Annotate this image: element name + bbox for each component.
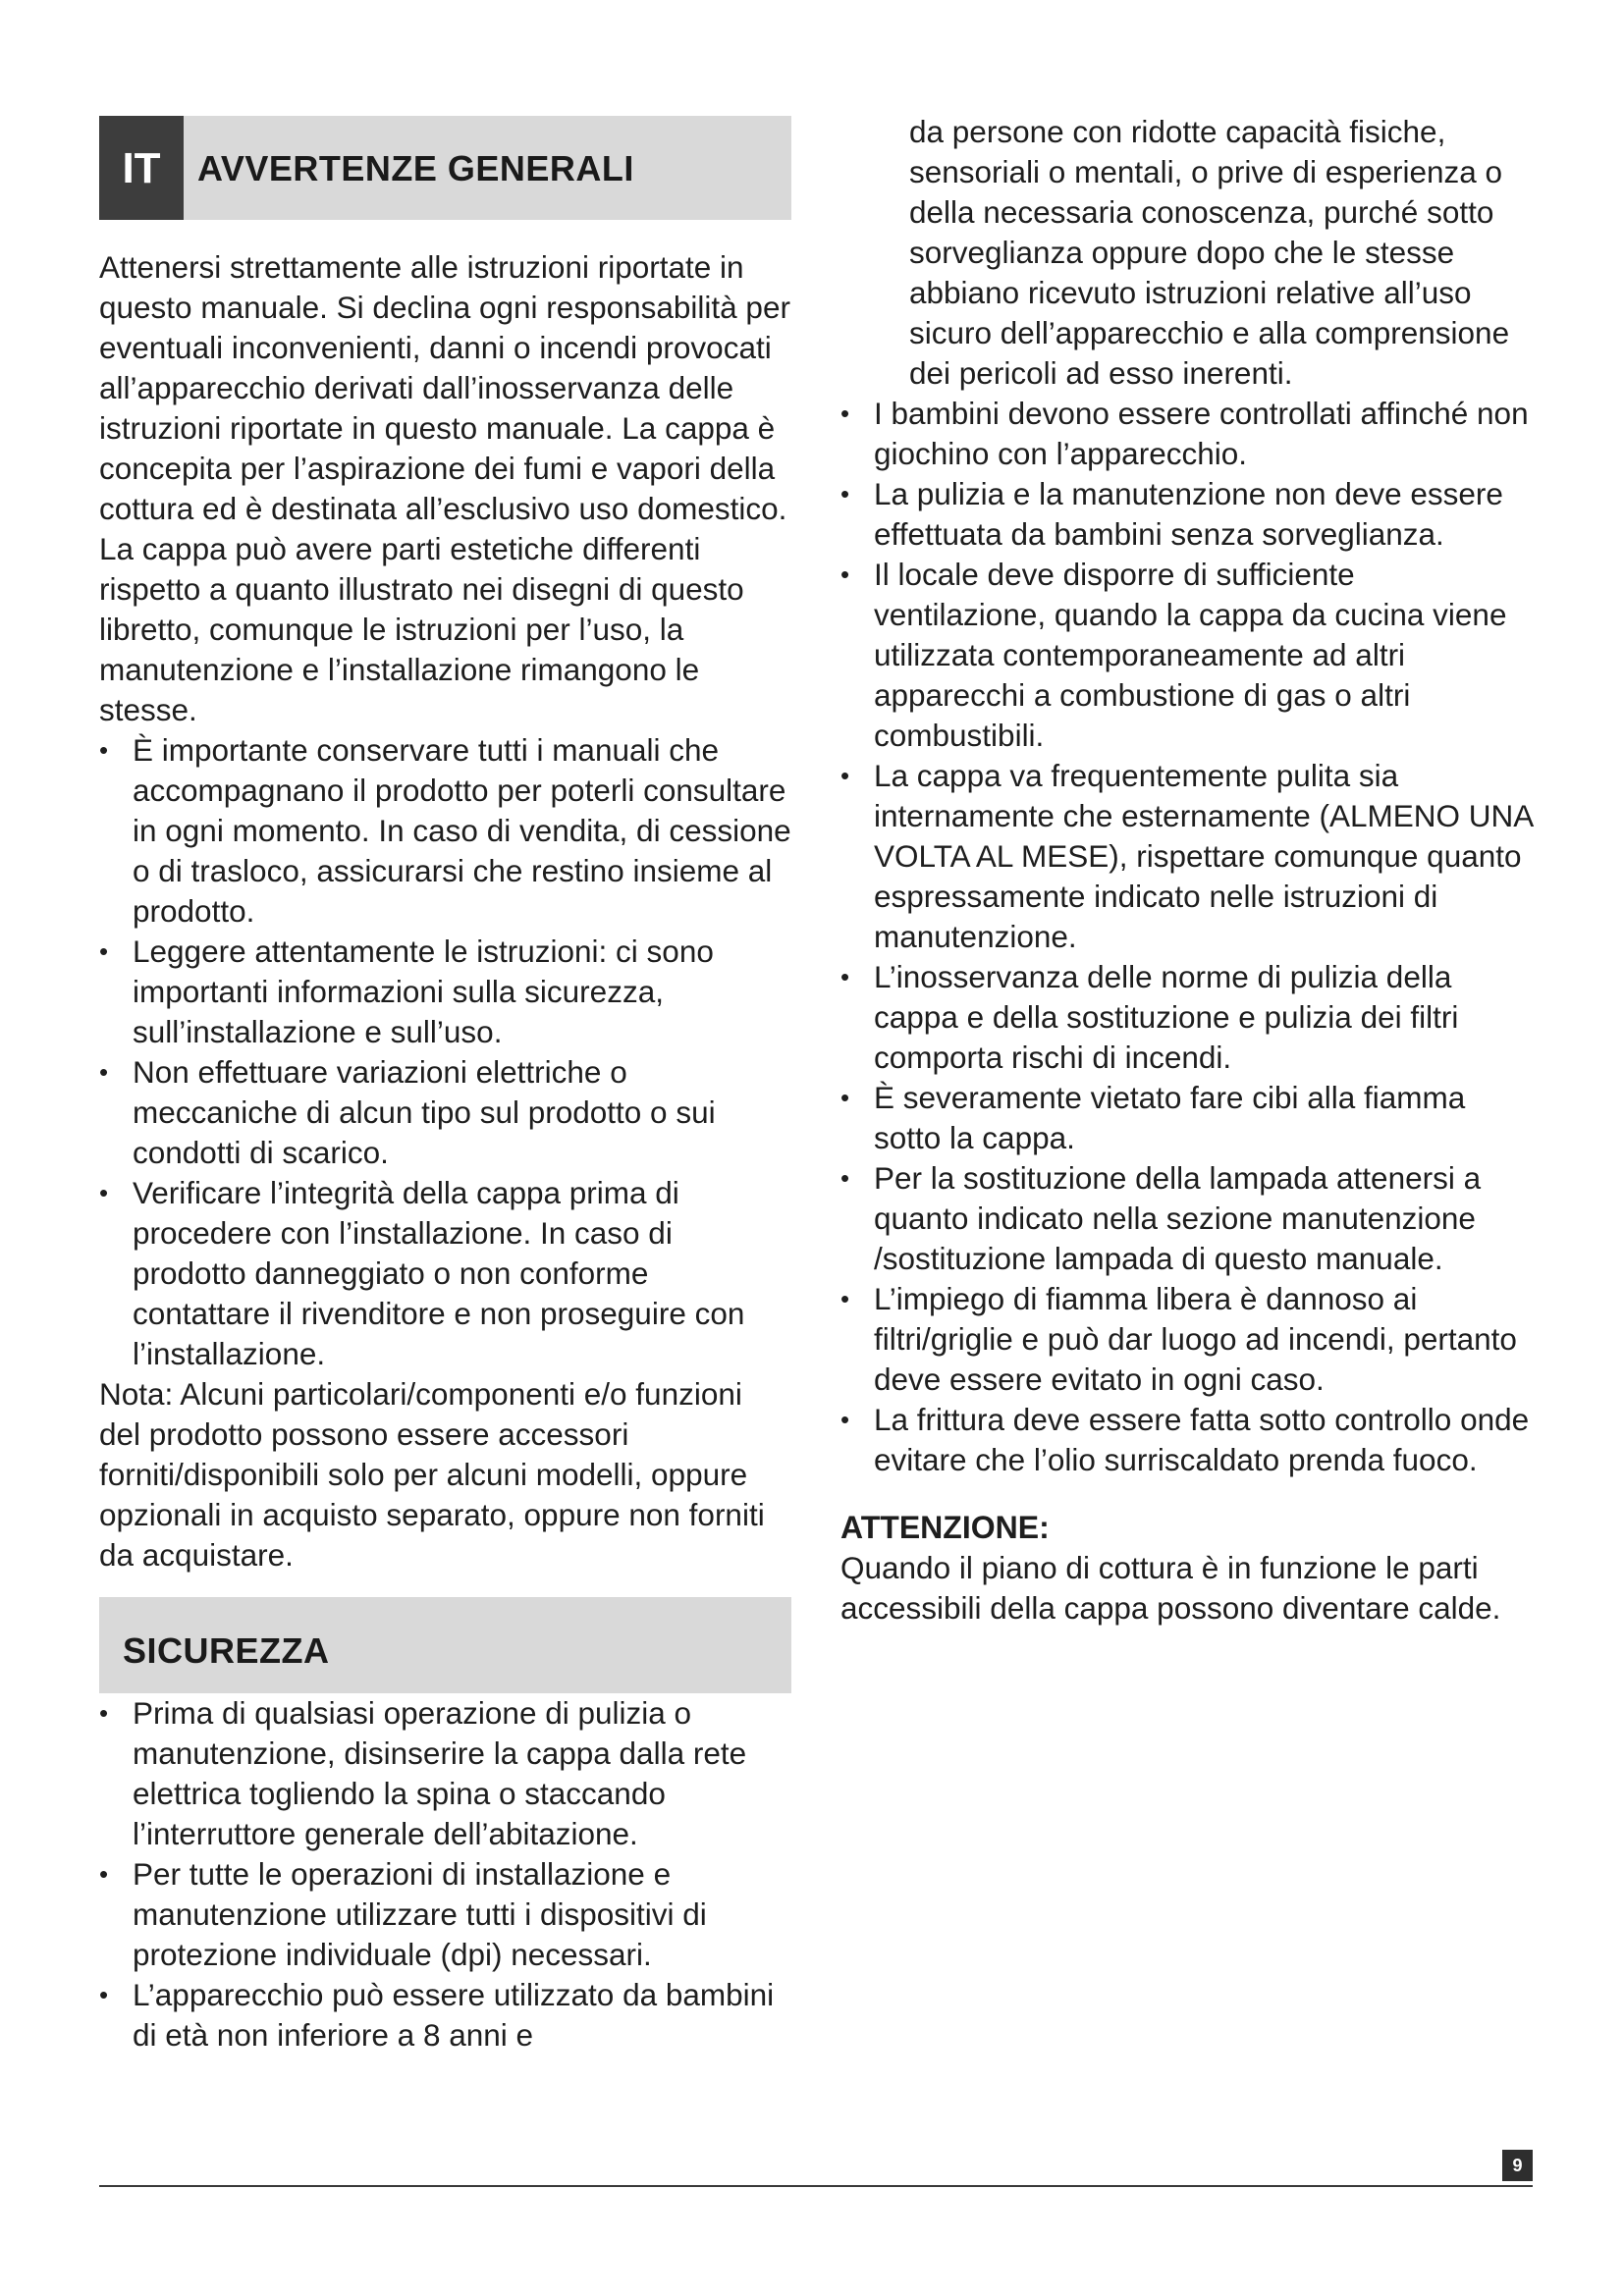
list-item: • Prima di qualsiasi operazione di pulizia o manutenzione, disinserire la cappa dalla rete elettrica togliendo la spina o staccando l’interruttore generale dell’abitazione. — [99, 1693, 791, 1854]
page-number: 9 — [1502, 2150, 1533, 2181]
left-column — [99, 116, 791, 2056]
attention-text: Quando il piano di cottura è in funzione le parti accessibili della cappa possono diventare calde. — [840, 1550, 1501, 1626]
safety-heading — [99, 1597, 791, 1693]
list-item: • Per tutte le operazioni di installazione e manutenzione utilizzare tutti i dispositivi di protezione individuale (dpi) necessari. — [99, 1854, 791, 1975]
list-item: • I bambini devono essere controllati affinché non giochino con l’apparecchio. — [840, 394, 1533, 474]
list-item: • L’impiego di fiamma libera è dannoso ai filtri/griglie e può dar luogo ad incendi, pertanto deve essere evitato in ogni caso. — [840, 1279, 1533, 1400]
footer-divider — [99, 2185, 1533, 2187]
list-item: • Per la sostituzione della lampada attenersi a quanto indicato nella sezione manutenzione /sostituzione lampada di questo manuale. — [840, 1158, 1533, 1279]
language-badge: IT — [99, 116, 184, 220]
note-paragraph: Nota: Alcuni particolari/componenti e/o funzioni del prodotto possono essere accessori forniti/disponibili solo per alcuni modelli, oppure opzionali in acquisto separato, oppure non forniti da acquistare. — [99, 1376, 765, 1573]
list-item: • È importante conservare tutti i manuali che accompagnano il prodotto per poterli consultare in ogni momento. In caso di vendita, di cessione o di trasloco, assicurarsi che restino insieme al prodotto. — [99, 730, 791, 932]
safety-bullet-list-continued — [840, 394, 1533, 1480]
general-warnings-heading — [99, 116, 791, 220]
safety-bullet-list — [99, 1693, 791, 2056]
intro-paragraph: Attenersi strettamente alle istruzioni riportate in questo manuale. Si declina ogni responsabilità per eventuali inconvenienti, danni o incendi provocati all’apparecchio derivati dall’inosservanza delle istruzioni riportate in questo manuale. La cappa è concepita per l’aspirazione dei fumi e vapori della cottura ed è destinata all’esclusivo uso domestico. La cappa può avere parti estetiche differenti rispetto a quanto illustrato nei disegni di questo libretto, comunque le istruzioni per l’uso, la manutenzione e l’installazione rimangono le stesse. — [99, 249, 790, 727]
right-column — [840, 112, 1533, 1629]
list-item: • Il locale deve disporre di sufficiente ventilazione, quando la cappa da cucina viene utilizzata contemporaneamente ad altri apparecchi a combustione di gas o altri combustibili. — [840, 555, 1533, 756]
list-item: • Non effettuare variazioni elettriche o meccaniche di alcun tipo sul prodotto o sui condotti di scarico. — [99, 1052, 791, 1173]
list-item: • Leggere attentamente le istruzioni: ci sono importanti informazioni sulla sicurezza, sull’installazione e sull’uso. — [99, 932, 791, 1052]
attention-title: ATTENZIONE: — [840, 1510, 1050, 1545]
list-item: • La pulizia e la manutenzione non deve essere effettuata da bambini senza sorveglianza. — [840, 474, 1533, 555]
general-bullet-list — [99, 730, 791, 1374]
continued-bullet-text: da persone con ridotte capacità fisiche, sensoriali o mentali, o prive di esperienza o della necessaria conoscenza, purché sotto sorveglianza oppure dopo che le stesse abbiano ricevuto istruzioni relative all’uso sicuro dell’apparecchio e alla comprensione dei pericoli ad esso inerenti. — [909, 114, 1510, 391]
safety-title: SICUREZZA — [123, 1630, 330, 1671]
list-item: • L’inosservanza delle norme di pulizia della cappa e della sostituzione e pulizia dei filtri comporta rischi di incendi. — [840, 957, 1533, 1078]
page-title: AVVERTENZE GENERALI — [197, 147, 634, 188]
list-item: • L’apparecchio può essere utilizzato da bambini di età non inferiore a 8 anni e — [99, 1975, 791, 2056]
list-item: • È severamente vietato fare cibi alla fiamma sotto la cappa. — [840, 1078, 1533, 1158]
list-item: • La cappa va frequentemente pulita sia internamente che esternamente (ALMENO UNA VOLTA AL MESE), rispettare comunque quanto espressamente indicato nelle istruzioni di manutenzione. — [840, 756, 1533, 957]
list-item: • La frittura deve essere fatta sotto controllo onde evitare che l’olio surriscaldato prenda fuoco. — [840, 1400, 1533, 1480]
list-item: • Verificare l’integrità della cappa prima di procedere con l’installazione. In caso di prodotto danneggiato o non conforme contattare il rivenditore e non proseguire con l’installazione. — [99, 1173, 791, 1374]
